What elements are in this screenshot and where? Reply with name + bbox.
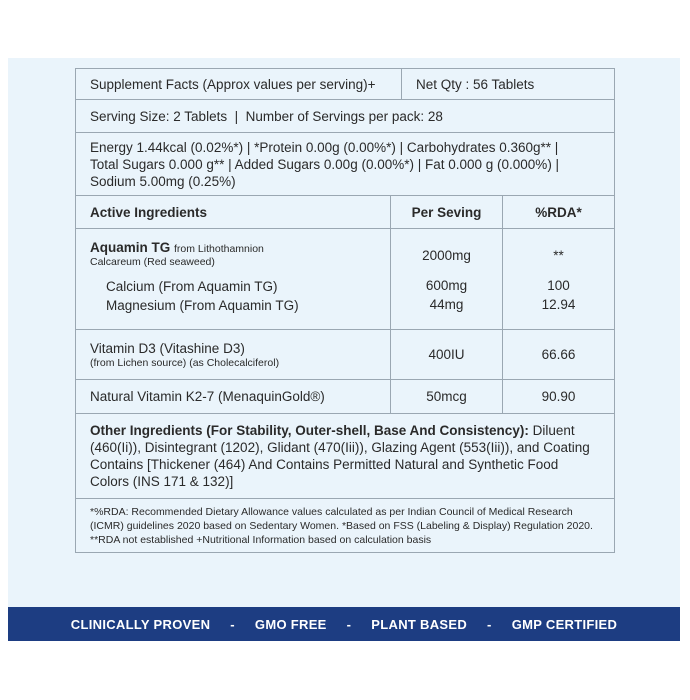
calcium-amount: 600mg: [425, 278, 468, 293]
nutrition-row: [76, 133, 614, 196]
aquamin-amount: 2000mg: [422, 248, 471, 263]
other-ingredients-text: Diluent (460(Ii)), Disintegrant (1202), Glidant (470(Iii)), Glazing Agent (553(Iii)), and Coating Contains [Thickener (464) And Contains Permitted Natural and Synthetic Food Colors (INS 171 & 132)]: [90, 423, 590, 489]
claim-separator: -: [230, 616, 235, 632]
other-ingredients: [76, 422, 614, 490]
other-ingredients-row: [76, 414, 614, 499]
aquamin-source-line: Calcareum (Red seaweed): [90, 256, 215, 268]
column-active-ingredients: Active Ingredients: [90, 204, 208, 220]
nutrition-line: Energy 1.44kcal (0.02%*) | *Protein 0.00g (0.00%*) | Carbohydrates 0.360g** |: [90, 139, 559, 155]
vitamin-d3-rda: 66.66: [502, 330, 614, 379]
vitamin-k2-rda: 90.90: [502, 380, 614, 413]
vitamin-k2-name: Natural Vitamin K2-7 (MenaquinGold®): [90, 389, 325, 404]
supplement-facts-table: [75, 68, 615, 553]
claims-banner: [8, 607, 680, 641]
other-ingredients-label: Other Ingredients (For Stability, Outer-shell, Base And Consistency):: [90, 423, 529, 438]
claim-separator: -: [487, 616, 492, 632]
vitamin-k2-amount: 50mcg: [390, 380, 502, 413]
aquamin-ingredient-cell: [76, 229, 390, 329]
aquamin-name-line: [90, 239, 376, 256]
vitamin-k2-row: [76, 380, 614, 414]
magnesium-rda: 12.94: [541, 297, 576, 312]
aquamin-row: [76, 229, 614, 330]
claim-gmo-free: GMO FREE: [254, 616, 327, 632]
magnesium-name: Magnesium (From Aquamin TG): [106, 298, 299, 313]
aquamin-source: from Lithothamnion: [174, 243, 264, 255]
nutrition-line: Sodium 5.00mg (0.25%): [90, 173, 236, 189]
aquamin-amount-cell: [390, 229, 502, 329]
column-per-serving: Per Seving: [390, 196, 502, 228]
vitamin-d3-name: Vitamin D3 (Vitashine D3): [90, 340, 245, 356]
footnote-row: [76, 499, 614, 552]
column-rda: %RDA*: [502, 196, 614, 228]
calcium-name: Calcium (From Aquamin TG): [106, 279, 278, 294]
claim-clinically-proven: CLINICALLY PROVEN: [70, 616, 211, 632]
calcium-rda: 100: [547, 278, 570, 293]
net-quantity: Net Qty : 56 Tablets: [401, 69, 614, 99]
serving-row: [76, 100, 614, 133]
supplement-facts-title: Supplement Facts (Approx values per serving)+: [90, 76, 376, 92]
aquamin-name: Aquamin TG: [90, 240, 171, 255]
facts-header-row: [76, 69, 614, 100]
vitamin-d3-row: [76, 330, 614, 380]
claim-separator: -: [346, 616, 352, 632]
nutrition-line: Total Sugars 0.000 g** | Added Sugars 0.00g (0.00%*) | Fat 0.000 g (0.000%) |: [90, 156, 560, 172]
magnesium-amount: 44mg: [429, 297, 464, 312]
aquamin-rda: **: [553, 248, 564, 263]
column-header-row: [76, 196, 614, 229]
vitamin-d3-amount: 400IU: [390, 330, 502, 379]
claim-plant-based: PLANT BASED: [371, 616, 468, 632]
serving-info: Serving Size: 2 Tablets | Number of Servings per pack: 28: [90, 108, 443, 124]
claim-gmp-certified: GMP CERTIFIED: [511, 616, 618, 632]
aquamin-rda-cell: [502, 229, 614, 329]
vitamin-d3-source: (from Lichen source) (as Cholecalciferol): [90, 356, 280, 369]
vitamin-d3-ingredient-cell: [76, 330, 390, 379]
rda-footnote: *%RDA: Recommended Dietary Allowance values calculated as per Indian Council of Medical Research (ICMR) guidelines 2020 based on Sedentary Women. *Based on FSS (Labeling & Display) Regulation 2020. **RDA not established +Nutritional Information based on calculation basis: [90, 505, 593, 546]
nutrition-info: [76, 139, 614, 190]
